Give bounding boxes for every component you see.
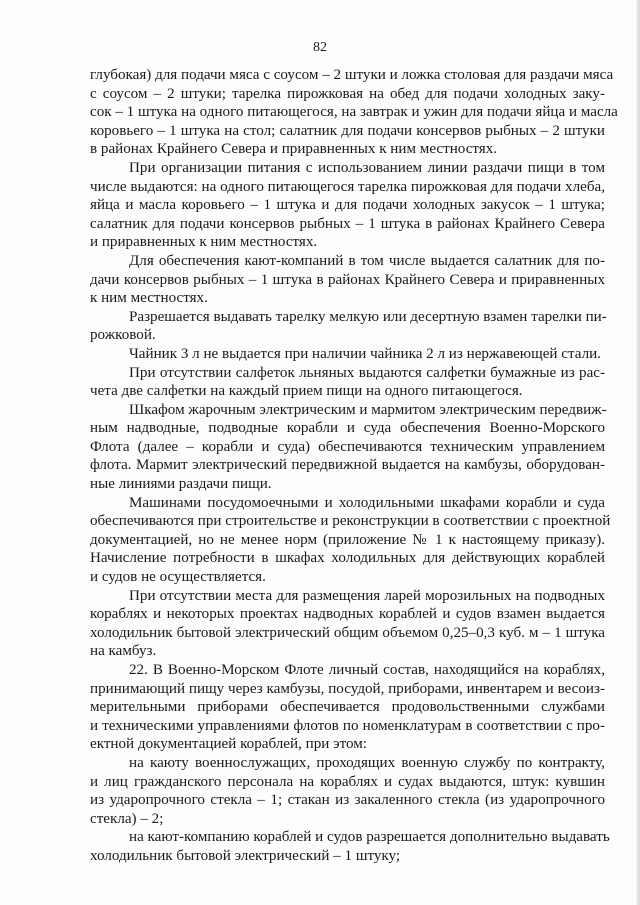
paragraph-8 — [90, 494, 611, 587]
text-line: При отсутствии места для размещения ларей морозильных на подводных — [129, 587, 605, 604]
text-line: сок – 1 штука на одного питающегося, на завтрак и ужин для подачи яйца и масла — [90, 104, 618, 121]
paragraph-12 — [90, 828, 610, 865]
text-line: обеспечиваются при строительстве и реконструкции в соответствии с проектной — [90, 513, 611, 530]
text-line: мерительными приборами обеспечивается продовольственными службами — [90, 699, 605, 716]
text-line: чета две салфетки на каждый прием пищи на одного питающегося. — [90, 383, 523, 400]
text-line: Начисление потребности в шкафах холодильных для действующих кораблей — [90, 550, 605, 567]
text-line: числе выдаются: на одного питающегося тарелка пирожковая для подачи хлеба, — [90, 178, 605, 195]
paragraph-2 — [90, 159, 605, 252]
text-line: кораблях и некоторых проектах надводных кораблей и судов взамен выдается — [90, 606, 605, 623]
text-line: яйца и масла коровьего – 1 штука и для подачи холодных закусок – 1 штука; — [90, 197, 605, 214]
text-line: на камбуз. — [90, 643, 157, 660]
text-line: Чайник 3 л не выдается при наличии чайника 2 л из нержавеющей стали. — [129, 345, 601, 362]
text-line: При отсутствии салфеток льняных выдаются салфетки бумажные из рас- — [129, 364, 605, 381]
text-line: к ним местностях. — [90, 290, 208, 307]
text-line: флота. Мармит электрический передвижной выдается на камбузы, оборудован- — [90, 457, 605, 474]
text-line: холодильник бытовой электрический – 1 штуку; — [90, 847, 401, 864]
text-line: документацией, но не менее норм (приложение № 1 к настоящему приказу). — [90, 531, 605, 548]
paragraph-1 — [90, 66, 618, 159]
text-line: Машинами посудомоечными и холодильными шкафами корабли и суда — [129, 494, 605, 511]
text-line: Шкафом жарочным электрическим и мармитом электрическим передвиж- — [129, 401, 607, 418]
text-line: принимающий пищу через камбузы, посудой, приборами, инвентарем и весоиз- — [90, 680, 605, 697]
text-line: с соусом – 2 штуки; тарелка пирожковая на обед для подачи холодных заку- — [90, 85, 605, 102]
paragraph-10 — [90, 661, 605, 754]
paragraph-11 — [90, 754, 605, 828]
text-line: коровьего – 1 штука на стол; салатник для подачи консервов рыбных – 2 штуки — [90, 122, 605, 139]
text-line: дачи консервов рыбных – 1 штука в районах Крайнего Севера и приравненных — [90, 271, 605, 288]
text-line: и техническими управлениями флотов по номенклатурам в соответствии с про- — [90, 717, 605, 734]
paragraph-6 — [90, 364, 605, 401]
text-line: При организации питания с использованием линии раздачи пищи в том — [129, 159, 605, 176]
text-line: и приравненных к ним местностях. — [90, 234, 318, 251]
text-line: ные линиями раздачи пищи. — [90, 476, 272, 493]
text-line: глубокая) для подачи мяса с соусом – 2 штуки и ложка столовая для раздачи мяса — [90, 67, 614, 83]
paragraph-3 — [90, 252, 605, 308]
text-line: салатник для подачи консервов рыбных – 1 штука в районах Крайнего Севера — [90, 215, 605, 232]
document-body — [90, 66, 618, 866]
text-line: ным надводные, подводные корабли и суда обеспечения Военно-Морского — [90, 420, 605, 437]
text-line: из ударопрочного стекла – 1; стакан из закаленного стекла (из ударопрочного — [90, 792, 605, 809]
text-line: в районах Крайнего Севера и приравненных к ним местностях. — [90, 141, 498, 158]
scan-edge-shadow — [636, 0, 640, 905]
text-line: 22. В Военно-Морском Флоте личный состав, находящийся на кораблях, — [129, 662, 605, 678]
text-line: и судов не осуществляется. — [90, 569, 266, 586]
text-line: холодильник бытовой электрический общим объемом 0,25–0,3 куб. м – 1 штука — [90, 624, 605, 641]
paragraph-4 — [90, 308, 605, 345]
paragraph-9 — [90, 587, 605, 661]
text-line: Для обеспечения кают-компаний в том числе выдается салатник для по- — [129, 252, 605, 269]
text-line: и лиц гражданского персонала на кораблях и судах выдаются, штук: кувшин — [90, 773, 605, 790]
page-number: 82 — [313, 40, 327, 55]
text-line: стекла) – 2; — [90, 810, 164, 827]
paragraph-5 — [90, 345, 605, 364]
text-line: на каюту военнослужащих, проходящих военную службу по контракту, — [129, 754, 605, 771]
text-line: Разрешается выдавать тарелку мелкую или десертную взамен тарелки пи- — [129, 308, 607, 325]
text-line: рожковой. — [90, 327, 156, 344]
paragraph-7 — [90, 401, 605, 494]
text-line: на кают-компанию кораблей и судов разрешается дополнительно выдавать — [129, 829, 610, 846]
text-line: ектной документацией кораблей, при этом: — [90, 736, 367, 753]
text-line: Флота (далее – корабли и суда) обеспечиваются техническим управлением — [90, 438, 605, 455]
